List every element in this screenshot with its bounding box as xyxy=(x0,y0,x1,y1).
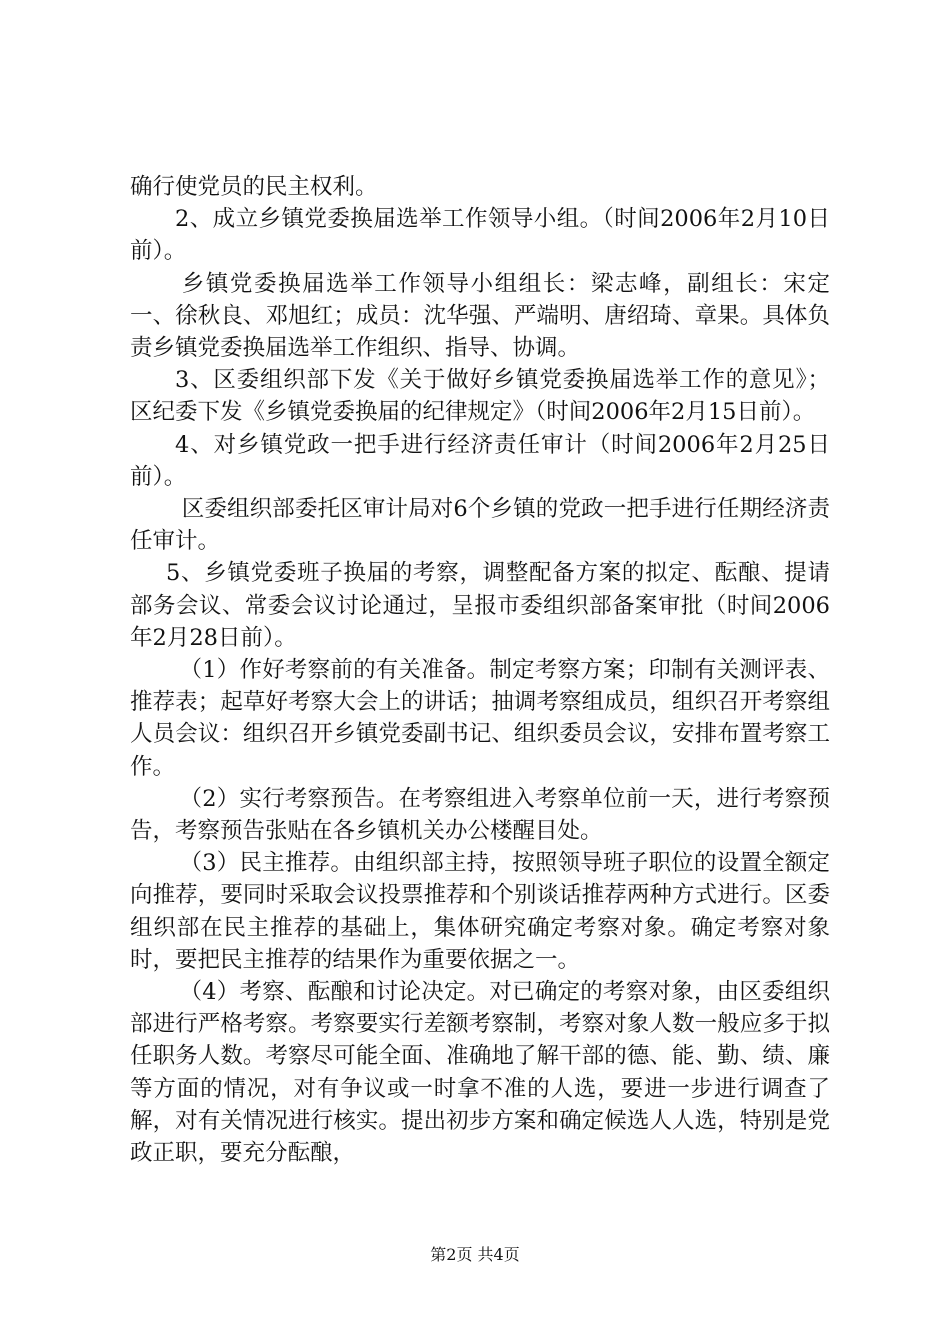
paragraph: 5、乡镇党委班子换届的考察，调整配备方案的拟定、酝酿、提请部务会议、常委会议讨论通过，呈报市委组织部备案审批（时间2006年2月28日前）。 xyxy=(130,560,830,651)
paragraph: 3、区委组织部下发《关于做好乡镇党委换届选举工作的意见》；区纪委下发《乡镇党委换届的纪律规定》（时间2006年2月15日前）。 xyxy=(130,367,830,426)
paragraph: 确行使党员的民主权利。 xyxy=(130,174,378,200)
paragraph: 区委组织部委托区审计局对6个乡镇的党政一把手进行任期经济责任审计。 xyxy=(130,496,830,555)
paragraph: （4）考察、酝酿和讨论决定。对已确定的考察对象，由区委组织部进行严格考察。考察要实行差额考察制，考察对象人数一般应多于拟任职务人数。考察尽可能全面、准确地了解干部的德、能、勤、绩、廉等方面的情况，对有争议或一时拿不准的人选，要进一步进行调查了解，对有关情况进行核实。提出初步方案和确定候选人人选，特别是党政正职，要充分酝酿， xyxy=(130,979,830,1167)
paragraph: （1）作好考察前的有关准备。制定考察方案；印制有关测评表、推荐表；起草好考察大会上的讲话；抽调考察组成员，组织召开考察组人员会议：组织召开乡镇党委副书记、组织委员会议，安排布置考察工作。 xyxy=(130,657,830,780)
paragraph: （2）实行考察预告。在考察组进入考察单位前一天，进行考察预告，考察预告张贴在各乡镇机关办公楼醒目处。 xyxy=(130,785,830,845)
paragraph: 4、对乡镇党政一把手进行经济责任审计（时间2006年2月25日前）。 xyxy=(130,431,830,490)
paragraph: 乡镇党委换届选举工作领导小组组长：梁志峰，副组长：宋定一、徐秋良、邓旭红；成员：沈华强、严端明、唐绍琦、章果。具体负责乡镇党委换届选举工作组织、指导、协调。 xyxy=(130,270,830,362)
document-body xyxy=(130,171,830,1169)
paragraph: 2、成立乡镇党委换届选举工作领导小组。（时间2006年2月10日前）。 xyxy=(130,206,830,265)
page-footer: 第2页 共4页 xyxy=(430,1245,520,1264)
paragraph: （3）民主推荐。由组织部主持，按照领导班子职位的设置全额定向推荐，要同时采取会议投票推荐和个别谈话推荐两种方式进行。区委组织部在民主推荐的基础上，集体研究确定考察对象。确定考察对象时，要把民主推荐的结果作为重要依据之一。 xyxy=(130,850,830,973)
